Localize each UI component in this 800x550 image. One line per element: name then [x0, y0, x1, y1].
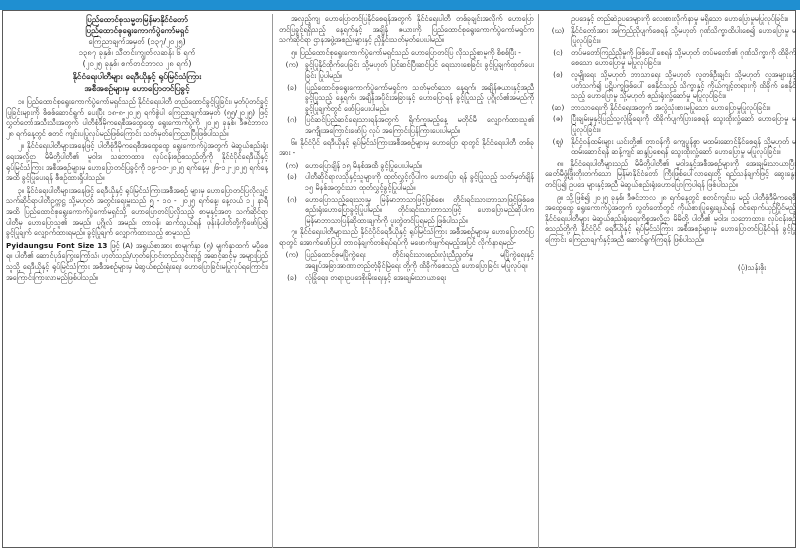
list-item-text: ပါတီဆိုင်ရာလသိုနှင့်သူများကို ထုတ်လွှင့်လိုပါက ဟောပြော ရန် ခွင့်ပြုသည့် သတ်မှတ်ချိန် ၁၅ မိနစ်အတွင်းသာ ထုတ်လွှင့်ခွင့်ပြုပါမည်။ [305, 172, 534, 192]
list-item-text: နိုင်ငံတော်အား အကြည်ညိုပျက်စေရန် သို့မဟုတ် ဂုဏ်သိက္ခာထိပါးစေ၍ ဟောပြောမှု မပြုလုပ်ခြင်း။ [571, 25, 796, 46]
list-item [545, 103, 796, 114]
list-item-text: ပြင်ဆင်ပြည်ဆင်ရေးသားရန်အတွက် ရိုက်ကူးမည့်နေ့ မတိုင်မီ လျှောက်ထားသူ၏ အကျိုးအကြောင်းဖော်ပြ လုပ် အကြောင်းပြန်ကြားပေးပါမည်။ [305, 115, 534, 135]
column-3 [538, 14, 796, 548]
list-item-number: (က) [285, 250, 299, 260]
paragraph-9: ၉။ သို့ဖြစ်၍ ၂၀၂၅ ခုနှစ်၊ ဒီဇင်ဘာလ ၂၈ ရက်နေ့တွင် စတင်ကျင်းပ မည့် ပါတီစုံဒီမိုကရေစီအထွေထွေ ရွေးကောက်ပွဲအတွက် လွှတ်တော်တွင် ကိုယ်စားပြုရွေးချယ်ရန် ဝင်ရောက်ယှဉ်ပြိုင်မည့် နိုင်ငံရေးပါတီများ မဲဆွယ်စည်းရုံးရေးကိစ္စအလို့ငှာ မိမိတို့ ပါတီ၏ မူဝါဒ၊ သဘောထား၊ လုပ်ငန်းစဉ်စသည်တို့ကို နိုင်ငံပိုင် ရေဒီယိုနှင့် ရုပ်မြင်သံကြား အစီအစဉ်များမှ ဟောပြောတင်ပြနိုင်ရန် ခွင့်ပြုကြောင်း ကြေညာချက်နှင့်အညီ ဆောင်ရွက်ကြရန် ဖြစ်ပါသည်။ [545, 192, 796, 244]
header-line-gregorian-date: (၂၀၂၅ ခုနှစ်၊ စက်တင်ဘာလ ၂၈ ရက်) [82, 59, 192, 68]
header-line-announcement-no: ကြေညာချက်အမှတ် (၁၃၇/၂၀၂၅) [88, 37, 186, 46]
list-item-text: ဘာသာရေးကို နိုင်ငံရေးအတွက် အလွဲသုံးစားမပြုသော ဟောပြောမှုပြုလုပ်ခြင်း။ [571, 102, 771, 112]
list-item-number: (ဈ) [552, 136, 564, 146]
list-item-number: (ဂ) [287, 115, 297, 125]
list-item-text: ဟောပြောချိန် ၁၅ မိနစ်အထိ ခွင့်ပြုပေးပါမည်။ [305, 160, 423, 170]
list-item-text: ခွင့်ပြုနိုင်ထိုက်ပေခြင်း သို့မဟုတ် ပြင်ဆင်ပြီးဆင်ပြင် ရေးသားစေခြင်း ခွင့်ပြုချက်ထုတ်ပေးခြင်း ပြုပါမည်။ [305, 60, 534, 80]
list-item-number: (ခ) [287, 272, 297, 282]
list-item-number: (ဃ) [551, 25, 565, 35]
paragraph-4-continued: အလှည့်ကျ ဟောပြောတင်ပြနိုင်စေရန်အတွက် နိုင်ငံရေးပါတီ တစ်ခုချင်းအလိုက် ဟောပြောတင်ပြခွင့်ရရှိသည့် နေ့ရက်နှင့် အချိန် ဇယားကို ပြည်ထောင်စုရွေးကောက်ပွဲကော်မရှင်က သက်ဆိုင်ရာ ဌာနအဖွဲ့အစည်းများနှင့် ညှိနှိုင်းသတ်မှတ်ပေးပါမည်။ [279, 14, 534, 45]
paragraph-3-tail: ဖြင့် (A) အရွယ်စာအား စာမျက်နှာ (၅) မျက်နှာထက် မပိုစေရ။ ပါတီ၏ ဆောင်ပုဒ်ကြွေးကြော်သံ၊ ဟုတ်သည်/ဟုတ်ပြောင်းတည်သွင်းရာ၌ အဆင့်ဆင့်မှ အများပြည်သူသို့ ရေဒီယိုနှင့် ရုပ်မြင်သံကြား အစီအစဉ်များမှ မဲဆွယ်စည်းရုံးရေး ဟောပြောခြင်းမပြုလုပ်ရကြောင်း၊ အကြောင်းကြားလာမည်ဖြစ်ပါသည်။ [6, 240, 268, 282]
list-item-text: ဥပဒေနှင့် တည်ဆဲဥပဒေများကို လေးစားလိုက်နာမှု မရှိသော ဟောပြောမှုမပြုလုပ်ခြင်း။ [571, 14, 789, 23]
list-item-text: ပြည်ထောင်စုရွေးကောက်ပွဲကော်မရှင်က သတ်မှတ်သော နေ့ရက်၊ အချိန်ဇယားနှင့်အညီ ခွင့်ပြုသည့် နေ့ရက်၊ အချိန်အပိုင်းအခြားနှင့် ဟောပြောရန် ခွင့်ပြုသည့် ပုဂ္ဂိုလ်၏အမည်ကို ခွင့်ပြုချက်တွင် ဖော်ပြပေးပါမည်။ [305, 82, 534, 113]
list-item [545, 26, 796, 47]
list-item [279, 83, 534, 115]
list-item [279, 273, 534, 284]
paragraph-8: ၈။ နိုင်ငံရေးပါတီများသည် မိမိတို့ပါတီ၏ မူဝါဒနှင့်အစီအစဉ်များကို အေးချမ်းသာယာပြီး ခေတ်မီဖွံ့ဖြိုးတိုးတက်သော မြန်မာနိုင်ငံတော် ကြီးဖြစ်ပေါ်လာရေးတို့ ရည်သန်ချက်ဖြင့် ဆွေးနွေးတင်ပြ၍ ဥပဒေ များနှင့်အညီ မဲဆွယ်စည်းရုံးဟောပြောကြပါရန် ဖြစ်ပါသည်။ [545, 158, 796, 189]
top-banner [0, 0, 800, 10]
list-item-text: လုံခြုံရေး၊ တရားဥပဒေစိုးမိုးရေးနှင့် အေးချမ်းသာယာရေး [305, 272, 447, 282]
list-item [545, 114, 796, 135]
list-item [545, 137, 796, 158]
list-item-text: ဟောပြောသည့်ရေးသားမှု မြန်မာဘာသာဖြင့်ဖြစ်စေ၊ တိုင်းရင်းသားဘာသာဖြင့်ဖြစ်စေ စည်းရုံးဟောပြောခွင့်ပြုပါမည်။ တိုင်းရင်းသားဘာသာဖြင့် ဟောပြောမည်ဆိုပါက မြန်မာဘာသာပြန်ဆိုထားချက်ကို ပူးတွဲတင်ပြရမည် ဖြစ်ပါသည်။ [305, 194, 534, 225]
list-item [279, 161, 534, 172]
column-1 [6, 14, 268, 548]
list-item [545, 70, 796, 102]
header-line-country: ပြည်ထောင်စုသမ္မတမြန်မာနိုင်ငံတော် [86, 15, 188, 24]
list-item-number: (င) [553, 47, 563, 57]
title-line-1: နိုင်ငံရေးပါတီများ ရေဒီယိုနှင့် ရုပ်မြင်သံကြား [72, 71, 202, 81]
list-item [545, 48, 796, 69]
column-2 [272, 14, 534, 548]
list-item-number: (ခ) [287, 82, 297, 92]
list-item-number: (ဇ) [553, 114, 563, 124]
list-item-text: လူမျိုးရေး သို့မဟုတ် ဘာသာရေး သို့မဟုတ် လူတစ်ဦးချင်း သို့မဟုတ် လူအများနှင့်ပတ်သက်၍ ပဋိပက္ခဖြစ်ပေါ် စေနိုင်သည့် သိက္ခာနှင့် ကိုယ်ကျင့်တရားကို ထိခိုက် စေနိုင်သည့် ဟောပြောမှု သို့မဟုတ် စည်းရုံးလှုံ့ဆော်မှု မပြုလုပ်ခြင်း။ [571, 69, 796, 101]
list-item [279, 115, 534, 136]
section-6: ၆။ နိုင်ငံပိုင် ရေဒီယိုနှင့် ရုပ်မြင်သံကြားအစီအစဉ်များမှ ဟောပြော ရာတွင် နိုင်ငံရေးပါတီ တစ်ခုအား - [279, 137, 534, 158]
paragraph-2: ၂။ နိုင်ငံရေးပါတီများအနေဖြင့် ပါတီစုံဒီမိုကရေစီအထွေထွေ ရွေးကောက်ပွဲအတွက် မဲဆွယ်စည်းရုံးရေးအလို့ငှာ မိမိတို့ပါတီ၏ မူဝါဒ၊ သဘောထား၊ လုပ်ငန်းစဉ်စသည်တို့ကို နိုင်ငံပိုင်ရေဒီယိုနှင့် ရုပ်မြင်သံကြား အစီအစဉ်များမှ ဟောပြောတင်ပြခွင့်ကို ၁၉-၁၀-၂၀၂၅ ရက်နေ့မှ ၂၆-၁၂-၂၀၂၅ ရက်နေ့အထိ ခွင့်ပြုပေးရန် စီစဉ်ထားရှိပါသည်။ [6, 141, 268, 183]
signature-line: (ပုံ)သန်းစိုး [737, 263, 766, 273]
list-item-text: နိုင်ငံ့ဝန်ထမ်းများ ယင်းတို့၏ တာဝန်ကို ကျေပွန်စွာ မထမ်းဆောင်နိုင်စေရန် သို့မဟုတ် မထမ်းဆောင်ရန် ဆန့်ကျင် ဆန္ဒပြစေရန် သွေးထိုးလှုံ့ဆော် ဟောပြောမှု မပြုလုပ်ခြင်း။ [571, 136, 796, 157]
list-item [279, 195, 534, 227]
list-item-number: (ခ) [287, 172, 297, 182]
list-item-text: ပြည်ထောင်စုမပြိုကွဲရေး တိုင်းရင်းသားစည်းလုံးညီညွတ်မှု မပြိုကွဲရေးနှင့် အချုပ်အခြာအာဏာတည်တံ့ခိုင်မြဲရေး တို့ကို ထိခိုက်စေသည့် ဟောပြောခြင်း မပြုလုပ်ရ။ [305, 250, 534, 271]
paragraph-3-continued [6, 241, 268, 283]
list-item-text: တပ်မတော်ကြည်ညိုမှုကို ဖြစ်ပေါ်စေရန် သို့မဟုတ် တပ်မတော်၏ ဂုဏ်သိက္ခာကို ထိခိုက်စေသော ဟောပြောမှု မပြုလုပ်ခြင်း။ [571, 47, 796, 68]
section-5: ၅။ ပြည်ထောင်စုရွေးကောက်ပွဲကော်မရှင်သည် ဟောပြောတင်ပြ လိုသည့်စာမူကို စိစစ်ပြီး - [291, 47, 521, 57]
font-note: Pyidaungsu Font Size 13 [6, 240, 108, 250]
section-7: ၇။ နိုင်ငံရေးပါတီများသည် နိုင်ငံပိုင်ရေဒီယိုနှင့် ရုပ်မြင်သံကြား အစီအစဉ်များမှ ဟောပြောတင်ပြရာတွင် အောက်ဖော်ပြပါ တာဝန်ချက်တစ်ရပ်ရပ်ကို မဖောက်ဖျက်ရမည့်အပြင် လိုက်နာရမည်- [279, 227, 534, 247]
paragraph-3: ၃။ နိုင်ငံရေးပါတီများအနေဖြင့် ရေဒီယိုနှင့် ရုပ်မြင်သံကြားအစီအစဉ် များမှ ဟောပြောတင်ပြလိုလျှင် သက်ဆိုင်ရာပါတီဥက္ကဋ္ဌ သို့မဟုတ် အတွင်းရေးမှူးသည် ၅ - ၁၀ - ၂၀၂၅ ရက်နေ့၊ နေ့လယ် ၁၂ နာရီအထိ ပြည်ထောင်စုရွေးကောက်ပွဲကော်မရှင်သို့ ဟောပြောတင်ပြလိုသည့် စာမူနှင့်အတူ သက်ဆိုင်ရာပါတီမှ ဟောပြောသူ၏ အမည်၊ ပုဂ္ဂိုလ် အမည်၊ တာဝန်၊ ဆက်သွယ်ရန် ဖုန်းနံပါတ်တို့ကိုဖော်ပြ၍ ခွင့်ပြုချက် လျှောက်ထားရမည်။ ခွင့်ပြုချက် လျှောက်ထားသည့် စာမူသည် [6, 185, 268, 238]
list-item-number: (ဂ) [287, 194, 297, 204]
announcement-title [6, 71, 268, 94]
header-line-myanmar-date: ၁၃၈၇ ခုနှစ်၊ သီတင်းကျွတ်လဆန်း ၆ ရက် [78, 48, 196, 57]
list-item-number: (ဆ) [551, 102, 565, 112]
list-item-number: (စ) [553, 69, 563, 79]
title-line-2: အစီအစဉ်များမှ ဟောပြောတင်ပြခွင့် [84, 82, 190, 93]
list-item [279, 60, 534, 81]
list-item [545, 14, 796, 25]
list-item-text: ပြီးချမ်းမှုနှင့်ပြည်သူ့လုံခြုံရေးကို ထိခိုက်ပျက်ပြားစေရန် သွေးထိုးလှုံ့ဆော် ဟောပြောမှု မပြုလုပ်ခြင်း။ [571, 114, 796, 134]
paragraph-1: ၁။ ပြည်ထောင်စုရွေးကောက်ပွဲကော်မရှင်သည် နိုင်ငံရေးပါတီ တည်ထောင်ခွင့်ပြုခြင်း၊ မှတ်ပုံတင်ခွင့်ပြုခြင်းများကို စိစစ်ဆောင်ရွက် ပေးပြီး ၁၈-၈-၂၀၂၅ ရက်စွဲပါ ကြေညာချက်အမှတ် (၅၅/၂၀၂၅) ဖြင့် လွှတ်တော်အသီးသီးအတွက် ပါတီစုံဒီမိုကရေစီအထွေထွေ ရွေးကောက်ပွဲကို ၂၀၂၅ ခုနှစ်၊ ဒီဇင်ဘာလ ၂၈ ရက်နေ့တွင် စတင် ကျင်းပပြုလုပ်မည်ဖြစ်ကြောင်း သတ်မှတ်ကြေညာပြီးဖြစ်ပါသည်။ [6, 97, 268, 138]
header-line-commission: ပြည်ထောင်စုရွေးကောက်ပွဲကော်မရှင် [85, 26, 189, 35]
list-item-number: (က) [285, 60, 299, 70]
list-item [279, 172, 534, 193]
list-item [279, 250, 534, 271]
list-item-number: (က) [285, 160, 299, 170]
